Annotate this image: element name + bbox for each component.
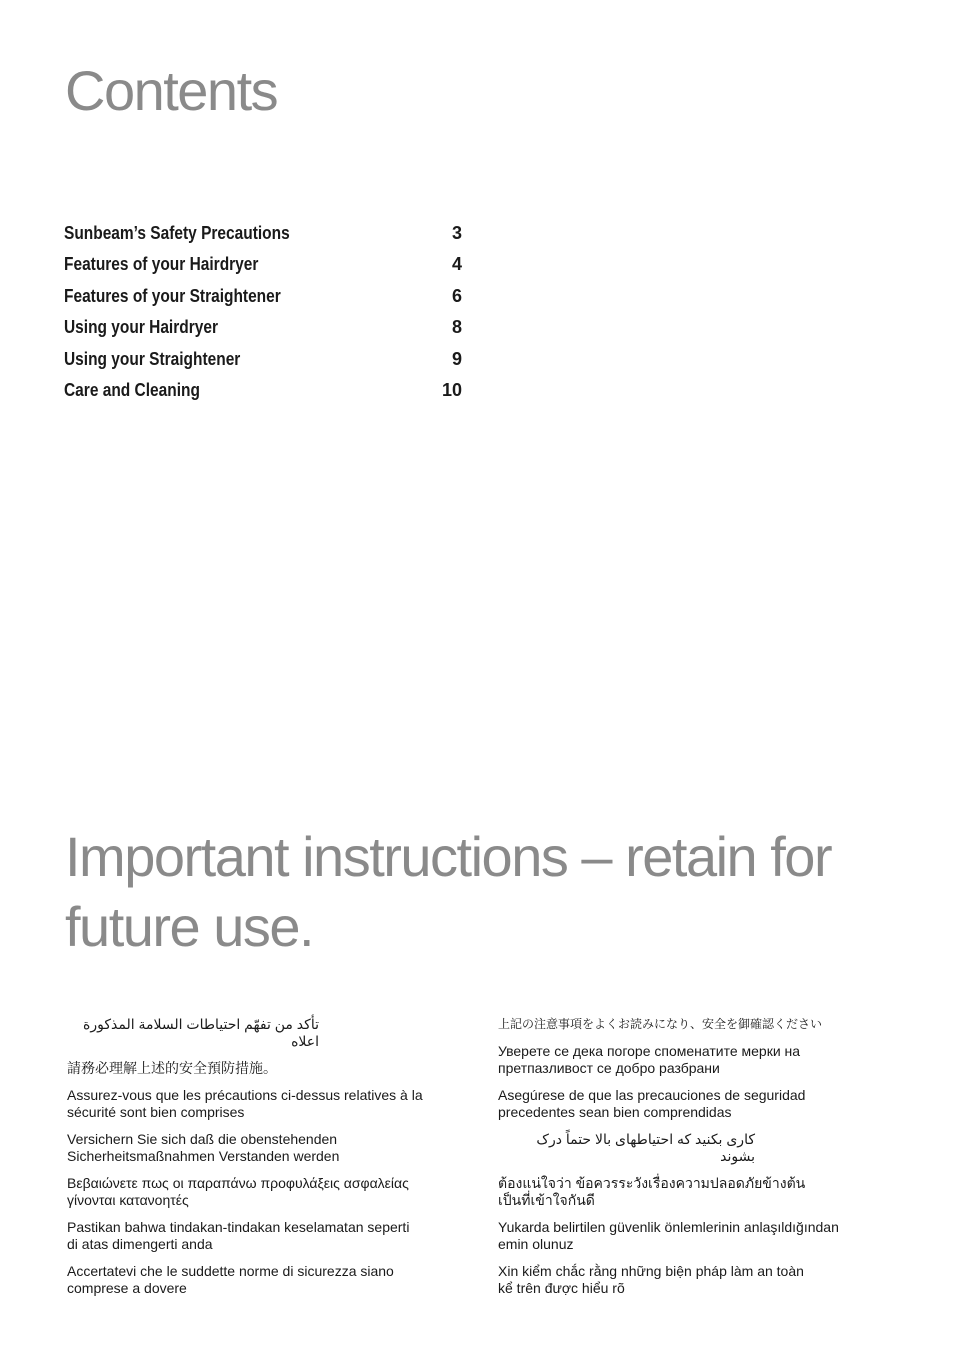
toc-item-care-cleaning[interactable] xyxy=(64,375,462,406)
table-of-contents xyxy=(64,218,462,406)
contents-title: Contents xyxy=(65,59,278,122)
toc-item-label: Care and Cleaning xyxy=(64,379,200,400)
toc-item-straightener-features[interactable] xyxy=(64,281,462,312)
translation-thai: ต้องแน่ใจว่า ข้อควรระวังเรื่องความปลอดภัยข้างต้น เป็นที่เข้าใจกันดี xyxy=(498,1175,806,1208)
toc-item-label: Sunbeam’s Safety Precautions xyxy=(64,223,290,243)
important-instructions-title: Important instructions – retain for future use. xyxy=(65,825,832,958)
translation-japanese: 上記の注意事項をよくお読みになり、安全を御確認ください xyxy=(498,1017,823,1031)
toc-item-using-hairdryer[interactable] xyxy=(64,312,462,343)
translation-greek: Βεβαιώνετε πως οι παραπάνω προφυλάξεις ασφαλείας γίνονται κατανοητές xyxy=(67,1175,409,1208)
toc-item-page: 4 xyxy=(451,254,462,275)
translations-left-column xyxy=(67,1016,452,1307)
toc-item-using-straightener[interactable] xyxy=(64,344,462,375)
toc-item-page: 10 xyxy=(441,379,462,400)
toc-item-page: 6 xyxy=(451,285,462,306)
toc-item-label: Features of your Hairdryer xyxy=(64,254,259,275)
translation-indonesian: Pastikan bahwa tindakan-tindakan keselamatan seperti di atas dimengerti anda xyxy=(67,1219,410,1252)
toc-item-label: Using your Straightener xyxy=(64,348,241,369)
translation-spanish: Asegúrese de que las precauciones de seguridad precedentes sean bien comprendidas xyxy=(498,1087,806,1120)
toc-item-page: 9 xyxy=(451,348,462,369)
translation-french: Assurez-vous que les précautions ci-dessus relatives à la sécurité sont bien comprises xyxy=(67,1087,423,1120)
translation-vietnamese: Xin kiểm chắc rằng những biện pháp làm an toàn kể trên được hiểu rõ xyxy=(498,1263,804,1296)
translation-chinese: 請務必理解上述的安全預防措施。 xyxy=(67,1060,277,1076)
toc-item-hairdryer-features[interactable] xyxy=(64,249,462,280)
translation-arabic: تأكد من تفهّم احتياطات السلامة المذكورة اعلاه xyxy=(83,1016,319,1049)
toc-item-label: Using your Hairdryer xyxy=(64,317,218,338)
toc-item-page: 8 xyxy=(451,317,462,338)
translation-persian: کاری بکنید که احتیاطهای بالا حتماً درک بشوند xyxy=(536,1131,755,1164)
toc-item-page: 3 xyxy=(451,223,462,243)
translation-turkish: Yukarda belirtilen güvenlik önlemlerinin anlaşıldığından emin olunuz xyxy=(498,1219,839,1252)
toc-item-label: Features of your Straightener xyxy=(64,285,281,306)
translation-german: Versichern Sie sich daß die obenstehenden Sicherheitsmaßnahmen Verstanden werden xyxy=(67,1131,340,1164)
translations-right-column xyxy=(498,1016,878,1307)
translation-macedonian: Уверете се дека погоре споменатите мерки на претпазливост се добро разбрани xyxy=(498,1043,801,1076)
translation-italian: Accertatevi che le suddette norme di sicurezza siano comprese a dovere xyxy=(67,1263,394,1296)
toc-item-safety-precautions[interactable] xyxy=(64,218,462,249)
